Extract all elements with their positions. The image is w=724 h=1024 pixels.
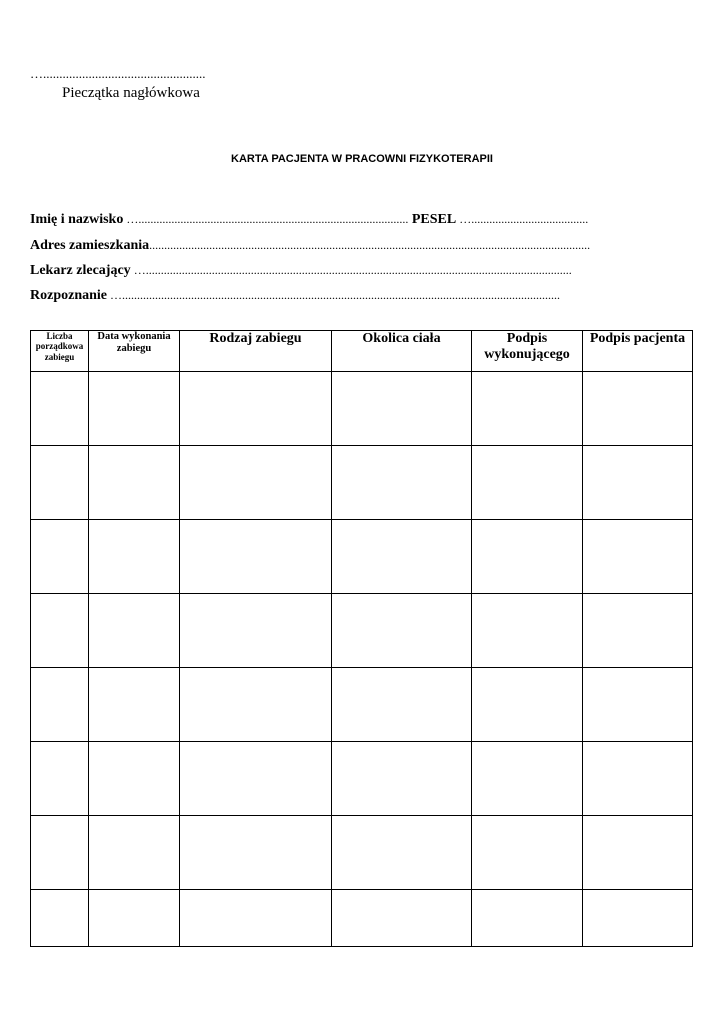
cell-date[interactable] (89, 890, 180, 947)
table-row (31, 520, 693, 594)
address-fill-dots[interactable]: ................................................................................................................................................... (149, 238, 591, 252)
cell-performer-signature[interactable] (472, 816, 583, 890)
table-body (31, 372, 693, 947)
cell-body-area[interactable] (332, 594, 472, 668)
treatments-table (30, 330, 693, 947)
table-row (31, 742, 693, 816)
cell-ordinal[interactable] (31, 742, 89, 816)
document-title: KARTA PACJENTA W PRACOWNI FIZYKOTERAPII (231, 153, 493, 165)
doctor-label: Lekarz zlecający (30, 263, 131, 278)
cell-body-area[interactable] (332, 890, 472, 947)
cell-body-area[interactable] (332, 816, 472, 890)
cell-ordinal[interactable] (31, 594, 89, 668)
cell-performer-signature[interactable] (472, 520, 583, 594)
cell-patient-signature[interactable] (583, 668, 693, 742)
cell-patient-signature[interactable] (583, 742, 693, 816)
diagnosis-fill-dots[interactable]: ….................................................................................................................................................. (107, 288, 560, 302)
pesel-label: PESEL (408, 212, 457, 227)
cell-body-area[interactable] (332, 446, 472, 520)
table-header-row (31, 331, 693, 372)
cell-patient-signature[interactable] (583, 890, 693, 947)
table-row (31, 668, 693, 742)
pesel-fill-dots[interactable]: …....................................... (456, 212, 589, 226)
cell-patient-signature[interactable] (583, 594, 693, 668)
header-treatment-type: Rodzaj zabiegu (180, 331, 332, 372)
cell-date[interactable] (89, 594, 180, 668)
cell-date[interactable] (89, 372, 180, 446)
cell-treatment-type[interactable] (180, 446, 332, 520)
cell-body-area[interactable] (332, 520, 472, 594)
header-ordinal: Liczba porządkowa zabiegu (31, 331, 89, 372)
cell-performer-signature[interactable] (472, 742, 583, 816)
cell-treatment-type[interactable] (180, 668, 332, 742)
address-line (30, 238, 690, 254)
cell-performer-signature[interactable] (472, 594, 583, 668)
header-performer-signature: Podpis wykonującego (472, 331, 583, 372)
cell-treatment-type[interactable] (180, 890, 332, 947)
header-date: Data wykonania zabiegu (89, 331, 180, 372)
cell-ordinal[interactable] (31, 668, 89, 742)
cell-treatment-type[interactable] (180, 520, 332, 594)
cell-ordinal[interactable] (31, 446, 89, 520)
cell-date[interactable] (89, 668, 180, 742)
cell-body-area[interactable] (332, 372, 472, 446)
table-row (31, 816, 693, 890)
table-row (31, 372, 693, 446)
cell-ordinal[interactable] (31, 520, 89, 594)
cell-patient-signature[interactable] (583, 816, 693, 890)
cell-ordinal[interactable] (31, 890, 89, 947)
diagnosis-label: Rozpoznanie (30, 288, 107, 303)
cell-ordinal[interactable] (31, 372, 89, 446)
cell-performer-signature[interactable] (472, 372, 583, 446)
cell-body-area[interactable] (332, 668, 472, 742)
cell-performer-signature[interactable] (472, 446, 583, 520)
stamp-label: Pieczątka nagłówkowa (62, 85, 200, 101)
cell-treatment-type[interactable] (180, 372, 332, 446)
cell-date[interactable] (89, 520, 180, 594)
cell-treatment-type[interactable] (180, 742, 332, 816)
cell-performer-signature[interactable] (472, 668, 583, 742)
cell-patient-signature[interactable] (583, 520, 693, 594)
cell-body-area[interactable] (332, 742, 472, 816)
stamp-placeholder-dots: ….................................................. (30, 66, 206, 81)
cell-date[interactable] (89, 446, 180, 520)
name-label: Imię i nazwisko (30, 212, 124, 227)
table-row (31, 594, 693, 668)
cell-date[interactable] (89, 742, 180, 816)
cell-patient-signature[interactable] (583, 446, 693, 520)
doctor-line (30, 263, 690, 279)
table-row (31, 890, 693, 947)
name-pesel-line (30, 212, 690, 228)
header-body-area: Okolica ciała (332, 331, 472, 372)
header-patient-signature: Podpis pacjenta (583, 331, 693, 372)
cell-treatment-type[interactable] (180, 594, 332, 668)
doctor-fill-dots[interactable]: ….............................................................................................................................................. (130, 263, 572, 277)
address-label: Adres zamieszkania (30, 238, 150, 253)
cell-ordinal[interactable] (31, 816, 89, 890)
cell-performer-signature[interactable] (472, 890, 583, 947)
diagnosis-line (30, 288, 690, 304)
table-row (31, 446, 693, 520)
cell-date[interactable] (89, 816, 180, 890)
name-fill-dots[interactable]: ….......................................................................................... (123, 212, 409, 226)
cell-patient-signature[interactable] (583, 372, 693, 446)
cell-treatment-type[interactable] (180, 816, 332, 890)
